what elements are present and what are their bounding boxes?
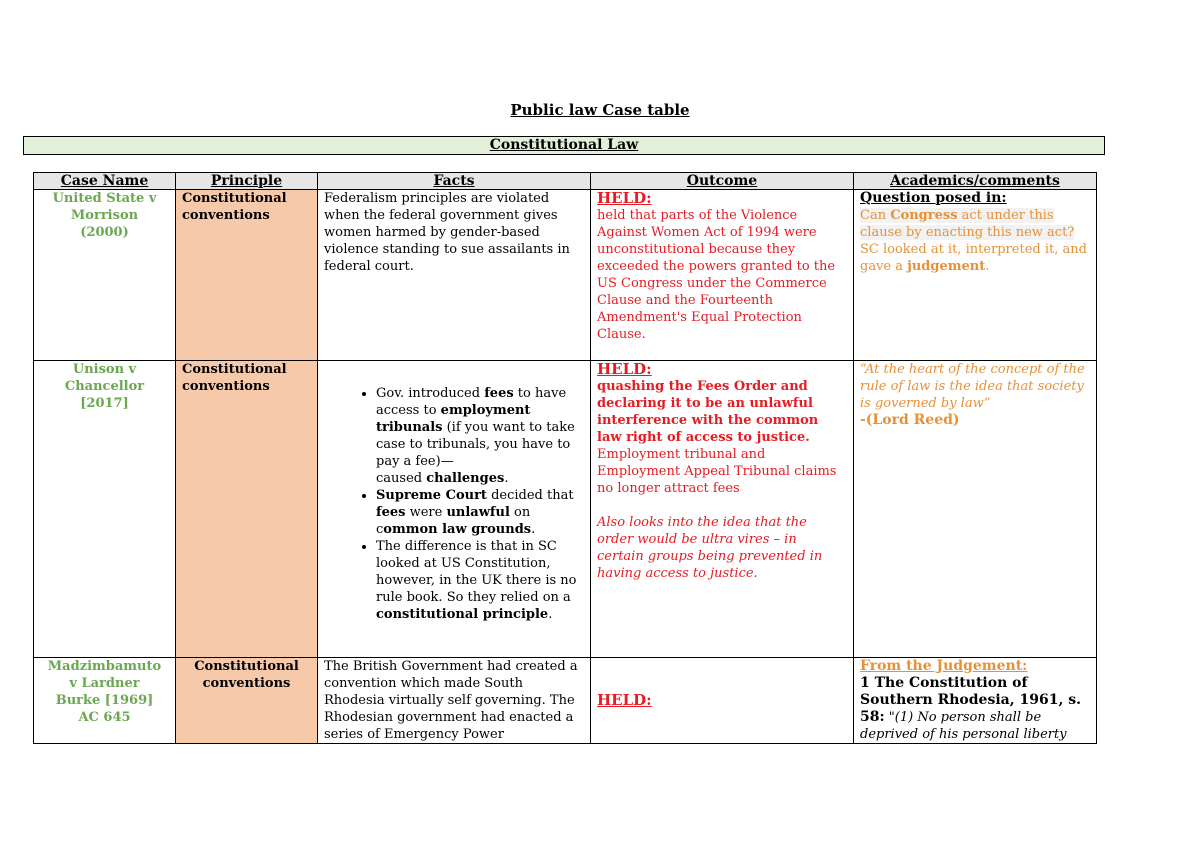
principle-line: conventions: [182, 379, 270, 394]
academic-keyword: judgement: [907, 259, 986, 274]
outcome-text: held that parts of the Violence Against Women Act of 1994 were unconstitutional because they exceeded the powers granted to the US Congress under the Commerce Clause and the Fourteenth Amendment's Equal Protection Clause.: [597, 208, 836, 342]
facts-keyword: challenges: [426, 471, 505, 486]
facts-cell: [318, 361, 591, 658]
case-name-line: Chancellor: [64, 379, 145, 394]
facts-text: (if you want to take case to tribunals, you have to pay a fee)—: [376, 420, 575, 469]
facts-bullet: [376, 385, 584, 487]
facts-keyword: Supreme Court: [376, 488, 487, 503]
case-name-cell: [34, 190, 176, 361]
academic-heading: Question posed in:: [860, 190, 1007, 206]
outcome-cell: [591, 190, 854, 361]
case-name-line: (2000): [80, 225, 129, 240]
case-name-line: United State v: [52, 191, 157, 206]
facts-keyword: fees: [376, 505, 406, 520]
table-row: [34, 361, 1097, 658]
case-name-cell: [34, 361, 176, 658]
academic-text: [860, 207, 1090, 275]
principle-line: conventions: [202, 676, 291, 691]
facts-text: decided that: [486, 488, 574, 503]
academic-text-part: act under this clause by enacting this new act?: [860, 208, 1075, 240]
held-label: HELD:: [597, 189, 652, 207]
academic-quote: “At the heart of the concept of the rule of law is the idea that society is governed by law”: [860, 362, 1085, 411]
facts-text: Federalism principles are violated when the federal government gives women harmed by gender-based violence standing to sue assailants in federal court.: [324, 191, 570, 274]
case-name-line: Madzimbamuto: [47, 659, 162, 674]
facts-text: Gov. introduced: [376, 386, 485, 401]
academic-bold-text: 1 The Constitution of Southern Rhodesia, 1961, s. 58:: [860, 675, 1081, 725]
facts-cell: [318, 658, 591, 744]
principle-line: Constitutional: [194, 659, 299, 674]
facts-text: to have access to: [376, 386, 567, 418]
case-name-cell: [34, 658, 176, 744]
academic-text-part: .: [985, 259, 990, 274]
facts-keyword: ommon law grounds: [383, 522, 532, 537]
facts-keyword: unlawful: [446, 505, 510, 520]
facts-bullet: [376, 487, 584, 538]
principle-cell: [176, 190, 318, 361]
academic-attribution: -(Lord Reed): [860, 412, 960, 428]
principle-line: conventions: [182, 208, 270, 223]
header-academics: Academics/comments: [854, 173, 1097, 190]
facts-bullet-list: [324, 385, 584, 623]
facts-keyword: fees: [484, 386, 514, 401]
academic-text-part: Can: [860, 208, 891, 223]
case-name-line: v Lardner: [69, 676, 140, 691]
outcome-cell: [591, 361, 854, 658]
header-outcome: Outcome: [591, 173, 854, 190]
case-name-line: Burke [1969]: [55, 693, 154, 708]
case-name-line: Unison v: [72, 362, 137, 377]
facts-text: caused: [376, 471, 427, 486]
academics-cell: [854, 190, 1097, 361]
section-heading: Constitutional Law: [23, 136, 1105, 155]
case-table: [33, 172, 1097, 744]
outcome-cell: [591, 658, 854, 744]
academics-cell: [854, 361, 1097, 658]
header-facts: Facts: [318, 173, 591, 190]
case-name-line: [2017]: [80, 396, 129, 411]
academic-text: [860, 675, 1090, 743]
facts-bullet: [376, 538, 584, 623]
academic-italic-text: "(1) No person shall be deprived of his personal liberty: [860, 710, 1067, 742]
header-principle: Principle: [176, 173, 318, 190]
facts-text: The British Government had created a convention which made South Rhodesia virtually self governing. The Rhodesian government had enacted a series of Emergency Power: [324, 659, 578, 742]
academic-heading: From the Judgement:: [860, 658, 1028, 674]
principle-line: Constitutional: [182, 191, 287, 206]
facts-text: on c: [376, 505, 531, 537]
academic-keyword: Congress: [890, 208, 958, 223]
principle-cell: [176, 658, 318, 744]
academic-text-part: SC looked at it, interpreted it, and gave a: [860, 242, 1087, 274]
held-label: HELD:: [597, 691, 652, 709]
facts-text: were: [405, 505, 447, 520]
outcome-italic-text: Also looks into the idea that the order would be ultra vires – in certain groups being prevented in having access to justice.: [597, 515, 823, 581]
facts-text: The difference is that in SC looked at US Constitution, however, in the UK there is no rule book. So they relied on a: [376, 539, 577, 605]
header-case-name: Case Name: [34, 173, 176, 190]
facts-cell: [318, 190, 591, 361]
facts-text: .: [548, 607, 553, 622]
outcome-bold-text: quashing the Fees Order and declaring it to be an unlawful interference with the common law right of access to justice.: [597, 379, 819, 445]
table-row: [34, 658, 1097, 744]
header-row: [34, 173, 1097, 190]
document-title: Public law Case table: [510, 101, 690, 119]
facts-keyword: constitutional principle: [376, 607, 549, 622]
facts-text: .: [531, 522, 536, 537]
held-label: HELD:: [597, 360, 652, 378]
table-row: [34, 190, 1097, 361]
principle-line: Constitutional: [182, 362, 287, 377]
facts-text: .: [504, 471, 509, 486]
outcome-text: Employment tribunal and Employment Appeal Tribunal claims no longer attract fees: [597, 447, 837, 496]
principle-cell: [176, 361, 318, 658]
facts-keyword: employment tribunals: [376, 403, 531, 435]
case-name-line: Morrison: [70, 208, 139, 223]
case-name-line: AC 645: [78, 710, 131, 725]
academics-cell: [854, 658, 1097, 744]
